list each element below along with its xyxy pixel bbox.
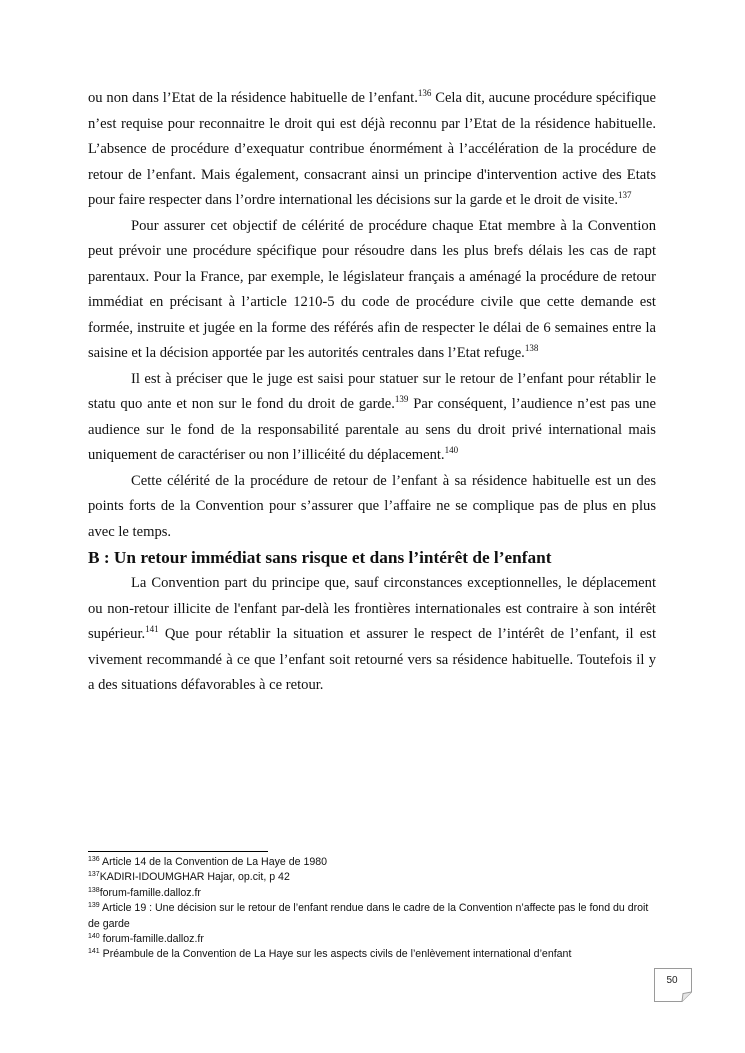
paragraph-3 [88,367,656,469]
footnote-number: 139 [88,902,100,910]
footnote-separator [88,851,268,852]
footnote-text: Article 19 : Une décision sur le retour de l’enfant rendue dans le cadre de la Convention n’affecte pas le fond du droit de garde [88,902,649,930]
footnote-138 [88,886,658,901]
paragraph-2-text: Pour assurer cet objectif de célérité de procédure chaque Etat membre à la Convention peut prévoir une procédure spécifique pour résoudre dans les plus brefs délais les cas de rapt parentaux. Pour la France, par exemple, le législateur français a aménagé la procédure de retour immédiat en précisant à l’article 1210-5 du code de procédure civile que cette demande est formée, instruite et jugée en la forme des référés afin de respecter le délai de 6 semaines entre la saisine et la décision apportée par les autorités centrales dans l’Etat refuge. [88,217,656,361]
paragraph-1-text-b: Cela dit, aucune procédure spécifique n’est requise pour reconnaitre le droit qui est déjà reconnu par l’Etat de la résidence habituelle. L’absence de procédure d’exequatur contribue énormément à l’accélération de la procédure de retour de l’enfant. Mais également, consacrant ainsi un principe d'intervention active des Etats pour faire respecter dans l’ordre international les décisions sur la garde et le droit de visite. [88,90,656,208]
page-number-box [654,968,692,1002]
section-heading: B : Un retour immédiat sans risque et dans l’intérêt de l’enfant [88,548,552,567]
footnote-ref-141[interactable]: 141 [145,624,159,634]
footnote-text: Article 14 de la Convention de La Haye de 1980 [99,856,328,868]
body-text [88,86,656,699]
paragraph-3-text-a: Il est à préciser que le juge est saisi pour statuer sur le retour de l’enfant pour rétablir le statu quo ante et non sur le fond du droit de garde. [88,370,656,412]
paragraph-1 [88,86,656,214]
footnote-140 [88,932,658,947]
paragraph-4-text: Cette célérité de la procédure de retour de l’enfant à sa résidence habituelle est un des points forts de la Convention pour s’assurer que l’affaire ne se complique pas de plus en plus avec le temps. [88,472,656,540]
footnote-ref-138[interactable]: 138 [524,343,539,353]
paragraph-5 [88,571,656,699]
footnote-ref-136[interactable]: 136 [417,88,432,98]
paragraph-2 [88,214,656,367]
footnote-text: forum-famille.dalloz.fr [99,933,204,946]
footnote-number: 141 [88,948,100,956]
paragraph-5-text-b: Que pour rétablir la situation et assurer le respect de l’intérêt de l’enfant, il est vivement recommandé à ce que l’enfant soit retourné vers sa résidence habituelle. Toutefois il y a des situations défavorables à ce retour. [88,626,656,693]
footnote-number: 136 [88,856,100,863]
footnote-136 [88,855,658,870]
footnote-text: Préambule de la Convention de La Haye sur les aspects civils de l’enlèvement international d’enfant [99,948,572,961]
footnote-ref-139[interactable]: 139 [394,394,409,404]
paragraph-3-text-b: Par conséquent, l’audience n’est pas une audience sur le fond de la responsabilité parentale au sens du droit privé international mais uniquement de caractériser ou non l’illicéité du déplacement. [88,396,656,463]
footnote-text: forum-famille.dalloz.fr [99,886,201,899]
footnote-number: 138 [88,886,100,894]
footnote-number: 140 [88,933,100,941]
page-number: 50 [666,975,678,986]
footnote-number: 137 [88,871,100,879]
footnote-137 [88,870,658,885]
footnote-139 [88,901,658,932]
footnote-ref-137[interactable]: 137 [618,190,632,200]
paragraph-5-text-a: La Convention part du principe que, sauf circonstances exceptionnelles, le déplacement ou non-retour illicite de l'enfant par-delà les frontières internationales est contraire à son intérêt supérieur. [88,575,656,642]
footnote-text: KADIRI-IDOUMGHAR Hajar, op.cit, p 42 [99,871,290,884]
paragraph-1-text-a: ou non dans l’Etat de la résidence habituelle de l’enfant. [88,90,418,106]
paragraph-4 [88,469,656,546]
footnote-141 [88,947,658,962]
footnotes [88,855,658,963]
footnote-ref-140[interactable]: 140 [444,445,459,455]
